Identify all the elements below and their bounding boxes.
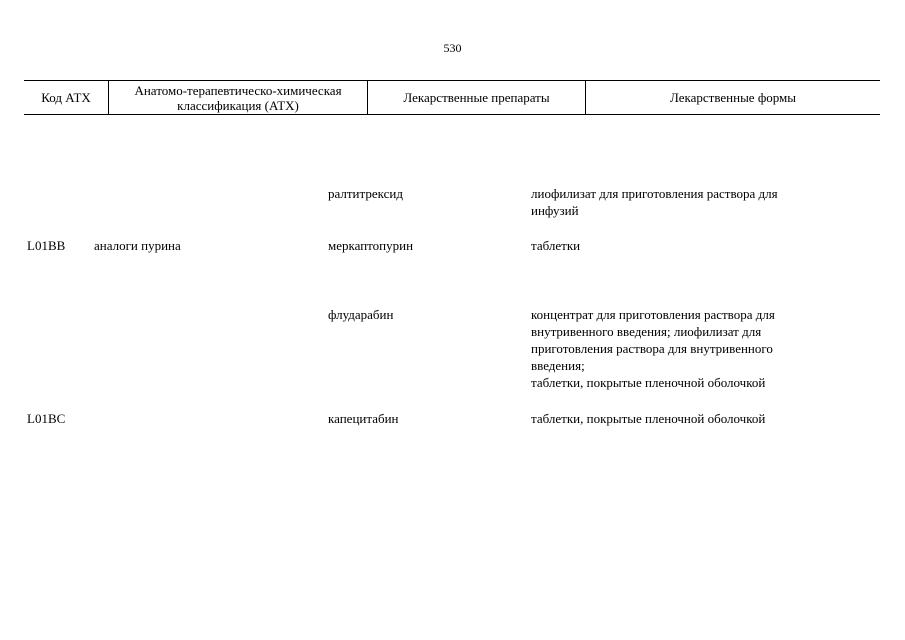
table-header bbox=[24, 80, 880, 115]
row-form: лиофилизат для приготовления раствора для инфузий bbox=[531, 186, 778, 218]
row-code: L01BB bbox=[27, 238, 66, 253]
header-drugs: Лекарственные препараты bbox=[367, 81, 585, 114]
header-code: Код АТХ bbox=[41, 90, 91, 105]
row-code: L01BC bbox=[27, 411, 66, 426]
header-forms: Лекарственные формы bbox=[585, 81, 880, 114]
row-classification: аналоги пурина bbox=[94, 238, 181, 253]
row-form: таблетки, покрытые пленочной оболочкой bbox=[531, 411, 766, 426]
row-drug: флударабин bbox=[328, 307, 394, 322]
header-classification: Анатомо-терапевтическо-химическая классификация (АТХ) bbox=[108, 81, 367, 114]
row-form: таблетки bbox=[531, 238, 581, 253]
row-drug: меркаптопурин bbox=[328, 238, 414, 253]
page-number: 530 bbox=[443, 41, 462, 55]
row-drug: капецитабин bbox=[328, 411, 399, 426]
row-form: концентрат для приготовления раствора для внутривенного введения; лиофилизат для приготовления раствора для внутривенного введения; таблетки, покрытые пленочной оболочкой bbox=[531, 307, 775, 390]
row-drug: ралтитрексид bbox=[328, 186, 403, 201]
